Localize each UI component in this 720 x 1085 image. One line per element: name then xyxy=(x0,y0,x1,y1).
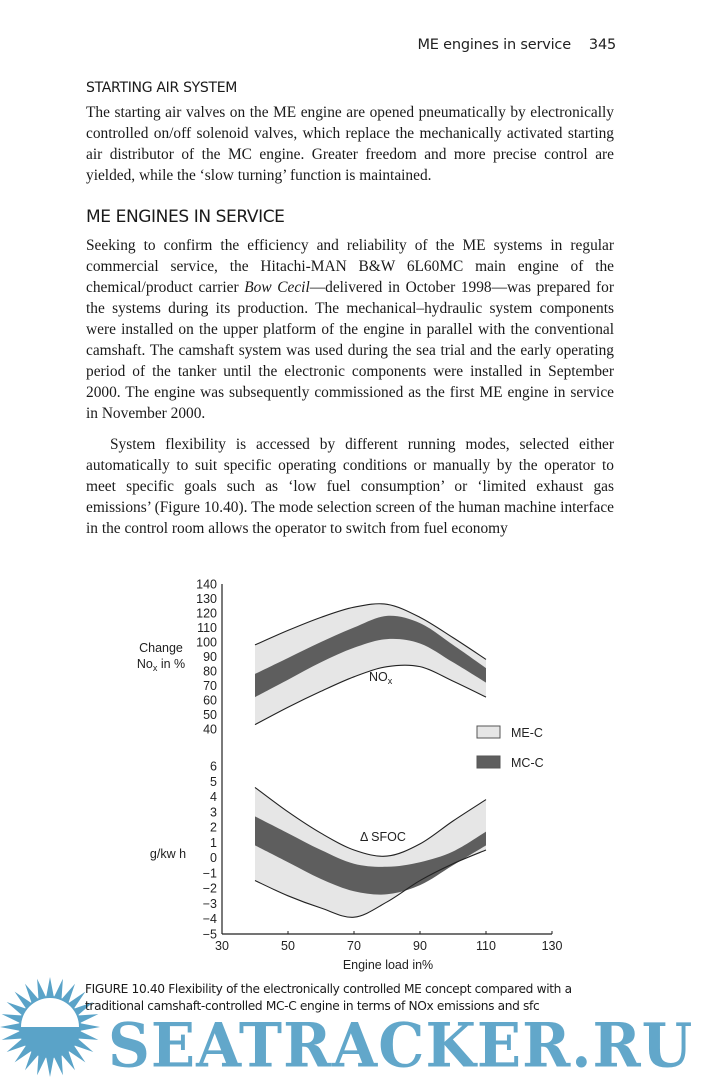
running-head xyxy=(417,37,616,53)
svg-text:−3: −3 xyxy=(202,896,217,911)
svg-text:3: 3 xyxy=(210,805,217,820)
svg-text:110: 110 xyxy=(476,939,496,953)
svg-text:80: 80 xyxy=(203,664,217,679)
svg-text:Nox in %: $No_x$ in % xyxy=(136,657,186,673)
svg-text:2: 2 xyxy=(210,820,217,835)
svg-text:50: 50 xyxy=(203,708,217,722)
svg-text:ME-C: ME-C xyxy=(511,726,543,740)
svg-text:90: 90 xyxy=(203,650,217,664)
svg-text:−1: −1 xyxy=(202,866,217,881)
svg-text:30: 30 xyxy=(215,939,229,953)
svg-text:0: 0 xyxy=(210,851,217,866)
svg-text:110: 110 xyxy=(197,621,217,635)
svg-text:120: 120 xyxy=(196,606,217,621)
paragraph-starting-air: The starting air valves on the ME engine are opened pneumatically by electronically controlled on/off solenoid valves, which replace the mechanically activated starting air distributor of the MC engine. Greater freedom and more precise control are yielded, while the ‘slow turning’ function is maintained. xyxy=(86,104,614,184)
svg-text:Δ SFOC: Δ SFOC xyxy=(360,830,406,844)
chart-svg xyxy=(0,570,720,980)
watermark-text: SEATRACKER.RU xyxy=(108,1010,694,1082)
svg-text:NOx: $NO_x$ xyxy=(369,670,393,686)
svg-text:70: 70 xyxy=(203,679,217,693)
svg-text:Engine load in%: Engine load in% xyxy=(342,958,434,972)
page-number: 345 xyxy=(588,37,616,53)
svg-text:4: 4 xyxy=(210,790,217,805)
svg-text:40: 40 xyxy=(203,722,217,737)
paragraph-me-engines-2: System flexibility is accessed by different running modes, selected either automatically to suit specific operating conditions or manually by the operator to meet specific goals such as ‘low fuel consumption’ or ‘limited exhaust gas emissions’ (Figure 10.40). The mode selection screen of the human machine interface in the control room allows the operator to switch from fuel economy xyxy=(86,436,614,537)
svg-text:MC-C: MC-C xyxy=(511,756,544,770)
svg-text:90: 90 xyxy=(413,939,427,953)
section-heading-me-engines: ME ENGINES IN SERVICE xyxy=(86,207,285,227)
svg-text:−4: −4 xyxy=(202,912,217,927)
svg-text:5: 5 xyxy=(210,774,217,789)
paragraph-me-engines-1 xyxy=(86,235,614,424)
svg-text:g/kw h: g/kw h xyxy=(149,847,187,861)
svg-text:−2: −2 xyxy=(202,881,217,896)
figure-chart xyxy=(0,570,720,980)
sfoc-panel xyxy=(150,760,486,942)
svg-text:Change: Change xyxy=(139,641,183,655)
svg-text:−5: −5 xyxy=(202,927,217,942)
ship-name: Bow Cecil xyxy=(244,279,310,296)
svg-text:50: 50 xyxy=(281,939,295,953)
paragraph-text: —delivered in October 1998—was prepared for the systems during its production. The mechanical–hydraulic system components were installed on the upper platform of the engine in parallel with the conventional camshaft. The camshaft system was used during the sea trial and the early operating period of the tanker until the electronic components were installed in September 2000. The engine was subsequently commissioned as the first ME engine in service in November 2000. xyxy=(86,279,614,422)
chart-legend xyxy=(477,726,544,770)
svg-text:60: 60 xyxy=(203,693,217,708)
svg-text:1: 1 xyxy=(210,835,217,850)
nox-panel xyxy=(137,578,486,737)
running-title: ME engines in service xyxy=(417,37,571,53)
svg-text:6: 6 xyxy=(210,759,217,774)
figure-caption: FIGURE 10.40 Flexibility of the electronically controlled ME concept compared with a traditional camshaft-controlled MC-C engine in terms of NOx emissions and sfc xyxy=(85,982,572,1013)
svg-text:130: 130 xyxy=(196,592,217,606)
svg-text:100: 100 xyxy=(196,635,217,650)
svg-text:140: 140 xyxy=(196,577,217,592)
svg-text:70: 70 xyxy=(347,939,361,953)
svg-text:130: 130 xyxy=(541,939,563,953)
section-heading-starting-air: STARTING AIR SYSTEM xyxy=(86,80,238,96)
paragraph-text: Seeking to confirm the efficiency and reliability of the ME systems in regular commercial service, the Hitachi-MAN B&W 6L60MC main engine of the chemical/product carrier xyxy=(86,237,614,296)
